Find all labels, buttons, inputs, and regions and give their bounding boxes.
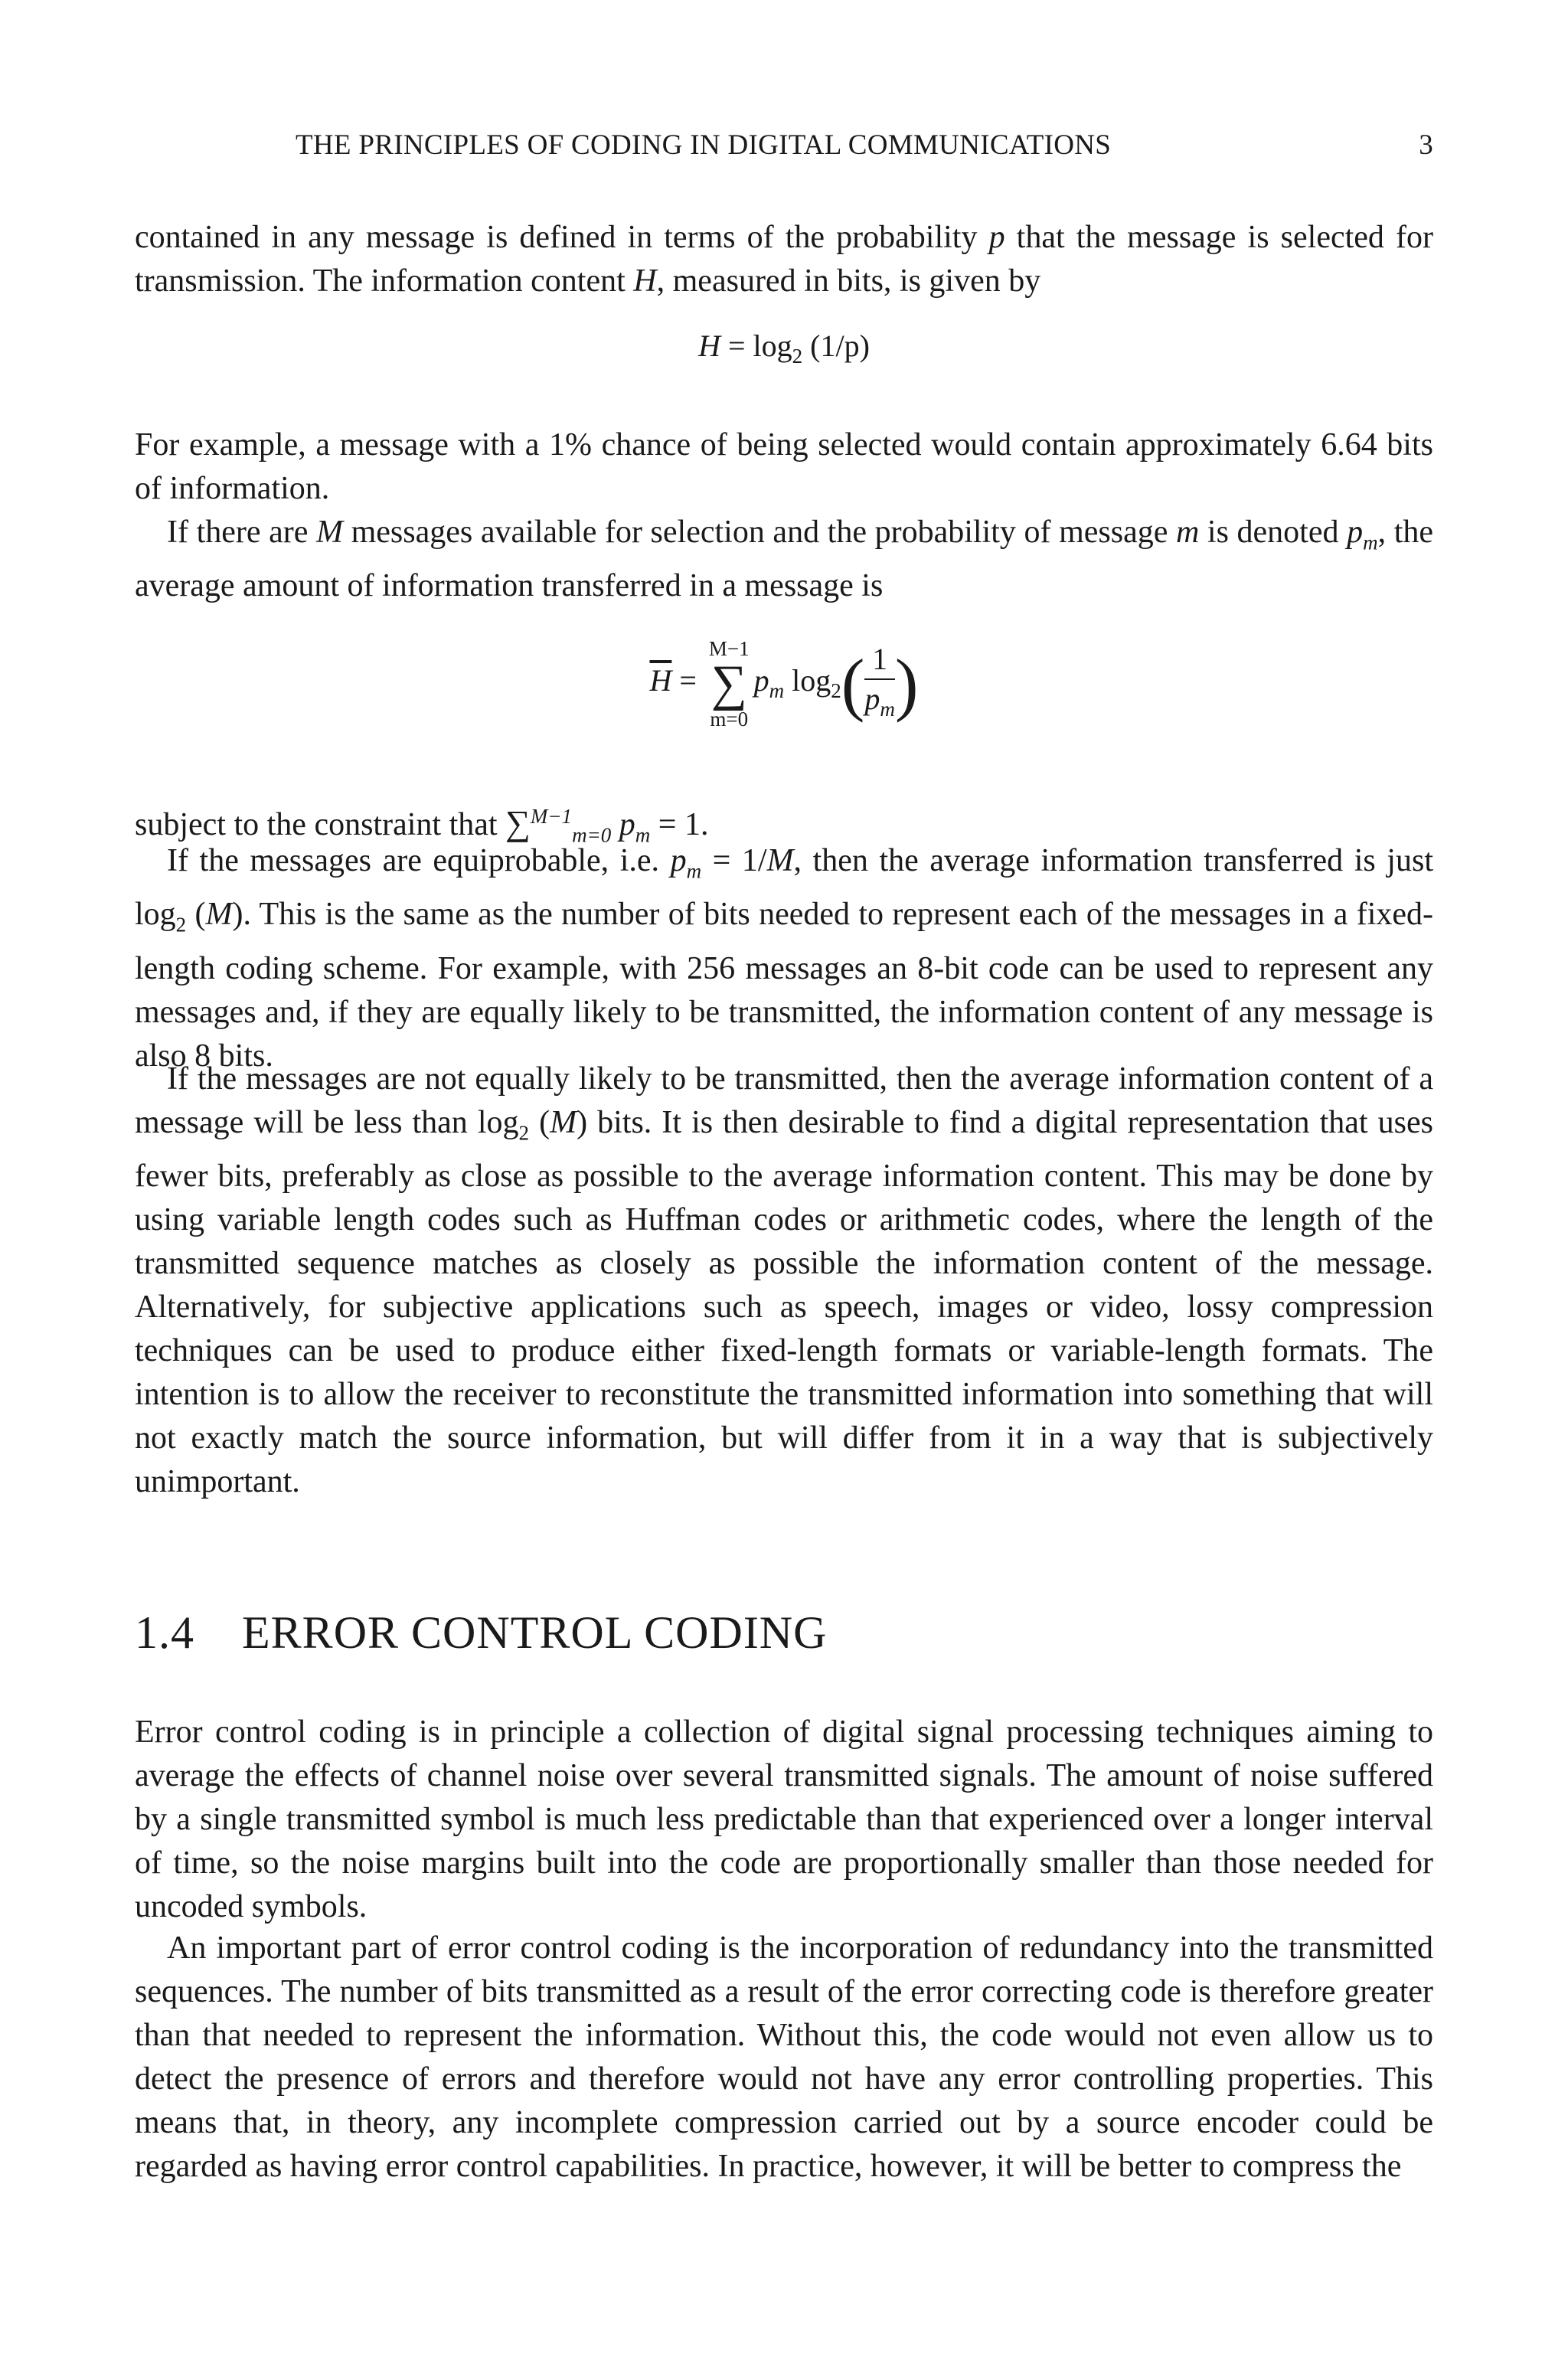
paragraph-5: If the messages are equiprobable, i.e. $p_m = 1/M$, then the average information transferred is just $\log_2 (M)$. This is the same as the number of bits needed to represent each of the messages in a fixed-length coding scheme. For example, with 256 messages an 8-bit code can be used to represent any messages and, if they are equally likely to be transmitted, the information content of any message is also 8 bits. (135, 843, 1433, 1074)
paragraph-4: subject to the constraint that ∑$^{M-1}_{m=0}$ $p_m = 1$. (135, 803, 709, 847)
paragraph-8: An important part of error control coding is the incorporation of redundancy into the transmitted sequences. The number of bits transmitted as a result of the error correcting code is therefore greater than that needed to represent the information. Without this, the code would not even allow us to detect the presence of errors and therefore would not have any error controlling properties. This means that, in theory, any incomplete compression carried out by a source encoder could be regarded as having error control capabilities. In practice, however, it will be better to compress the (135, 1930, 1433, 2184)
running-title: THE PRINCIPLES OF CODING IN DIGITAL COMMUNICATIONS (296, 129, 1112, 161)
summation-symbol: M−1 ∑ m=0 (708, 637, 750, 731)
paragraph-1: contained in any message is defined in terms of the probability p that the message is selected for transmission. The information content H, measured in bits, is given by (135, 220, 1434, 299)
paragraph-6: If the messages are not equally likely to be transmitted, then the average information content of a message will be less than $\log_2 (M)$ bits. It is then desirable to find a digital representation that uses fewer bits, preferably as close as possible to the average information content. This may be done by using variable length codes such as Huffman codes or arithmetic codes, where the length of the transmitted sequence matches as closely as possible the information content of the message. Alternatively, for subjective applications such as speech, images or video, lossy compression techniques can be used to produce either fixed-length formats or variable-length formats. The intention is to allow the receiver to reconstitute the transmitted information into something that will not exactly match the source information, but will differ from it in a way that is subjectively unimportant. (135, 1061, 1433, 1500)
paragraph-3: If there are M messages available for selection and the probability of message m is denoted $p_m$, the average amount of information transferred in a message is (135, 515, 1434, 604)
fraction: $\frac{1}{p_m}$ (864, 641, 895, 721)
page-number: 3 (1419, 129, 1433, 161)
equation-average-information: $\overline{H}$ = M−1 ∑ m=0 $p_m$ $\log_2$( $\frac{1}{p_m}$ ) (649, 637, 919, 731)
paragraph-7: Error control coding is in principle a collection of digital signal processing techniques aiming to average the effects of channel noise over several transmitted signals. The amount of noise suffered by a single transmitted symbol is much less predictable than that experienced over a longer interval of time, so the noise margins built into the code are proportionally smaller than those needed for uncoded symbols. (135, 1715, 1433, 1924)
section-number: 1.4 (135, 1607, 194, 1658)
section-title: ERROR CONTROL CODING (242, 1607, 828, 1658)
paragraph-2: For example, a message with a 1% chance of being selected would contain approximately 6.64 bits of information. (135, 427, 1433, 506)
equation-information-content: $H = \log_2 (1/p)$ (698, 329, 870, 368)
section-heading (135, 1607, 827, 1659)
